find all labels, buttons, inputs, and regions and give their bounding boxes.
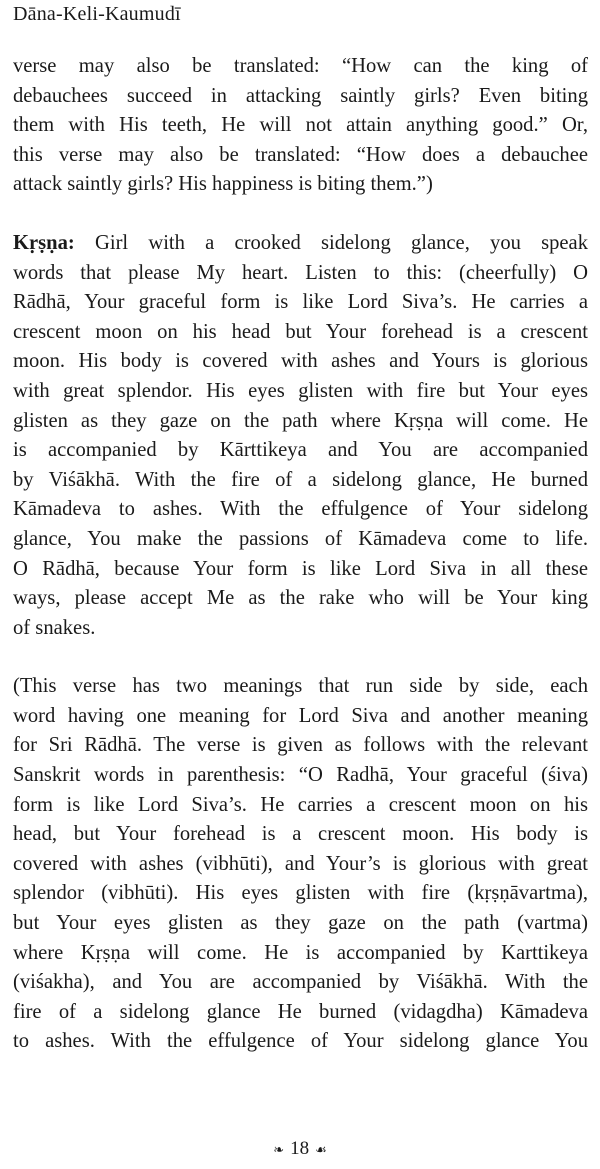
text-line-with-speaker bbox=[13, 229, 588, 259]
ornament-right-icon: ☙ bbox=[315, 1141, 327, 1157]
page-footer bbox=[0, 1138, 600, 1160]
text-line: splendor (vibhūti). His eyes glisten with fire (kṛṣṇāvartma), bbox=[13, 882, 588, 905]
paragraph-gap bbox=[13, 200, 588, 229]
text-line: Rādhā, Your graceful form is like Lord Siva’s. He carries a bbox=[13, 291, 588, 314]
speaker-label: Kṛṣṇa: bbox=[13, 231, 75, 254]
speaker-line-text: Girl with a crooked sidelong glance, you speak bbox=[74, 231, 588, 254]
paragraph-1 bbox=[13, 52, 588, 200]
paragraph-2 bbox=[13, 229, 588, 643]
text-line: fire of a sidelong glance He burned (vidagdha) Kāmadeva bbox=[13, 1000, 588, 1023]
text-line: Kāmadeva to ashes. With the effulgence of Your sidelong bbox=[13, 498, 588, 521]
text-line: attack saintly girls? His happiness is biting them.”) bbox=[13, 173, 433, 196]
text-line: to ashes. With the effulgence of Your sidelong glance You bbox=[13, 1030, 588, 1053]
page-number: 18 bbox=[290, 1138, 310, 1159]
text-line: where Kṛṣṇa will come. He is accompanied by Karttikeya bbox=[13, 941, 588, 964]
text-line: ways, please accept Me as the rake who will be Your king bbox=[13, 587, 588, 610]
text-line: form is like Lord Siva’s. He carries a crescent moon on his bbox=[13, 793, 588, 816]
text-line: them with His teeth, He will not attain anything good.” Or, bbox=[13, 114, 588, 137]
text-line: covered with ashes (vibhūti), and Your’s is glorious with great bbox=[13, 852, 588, 875]
text-line: (This verse has two meanings that run side by side, each bbox=[13, 675, 588, 698]
text-line: glisten as they gaze on the path where Kṛṣṇa will come. He bbox=[13, 409, 588, 432]
paragraph-gap bbox=[13, 643, 588, 672]
text-line: O Rādhā, because Your form is like Lord Siva in all these bbox=[13, 557, 588, 580]
text-line: but Your eyes glisten as they gaze on the path (vartma) bbox=[13, 912, 588, 935]
text-line: for Sri Rādhā. The verse is given as follows with the relevant bbox=[13, 734, 588, 757]
running-head: Dāna-Keli-Kaumudī bbox=[13, 3, 181, 25]
text-line: word having one meaning for Lord Siva and another meaning bbox=[13, 704, 588, 727]
text-line: head, but Your forehead is a crescent moon. His body is bbox=[13, 823, 588, 846]
paragraph-3 bbox=[13, 672, 588, 1057]
text-line: this verse may also be translated: “How does a debauchee bbox=[13, 143, 588, 166]
text-line: words that please My heart. Listen to this: (cheerfully) O bbox=[13, 261, 588, 284]
ornament-left-icon: ❧ bbox=[273, 1141, 285, 1157]
text-line: glance, You make the passions of Kāmadeva come to life. bbox=[13, 527, 588, 550]
text-line: Sanskrit words in parenthesis: “O Radhā, Your graceful (śiva) bbox=[13, 764, 588, 787]
text-line: is accompanied by Kārttikeya and You are accompanied bbox=[13, 439, 588, 462]
text-line: moon. His body is covered with ashes and Yours is glorious bbox=[13, 350, 588, 373]
text-line: with great splendor. His eyes glisten with fire but Your eyes bbox=[13, 379, 588, 402]
text-line: of snakes. bbox=[13, 616, 96, 639]
body-text bbox=[13, 52, 588, 1057]
text-line: debauchees succeed in attacking saintly girls? Even biting bbox=[13, 84, 588, 107]
text-line: (viśakha), and You are accompanied by Viśākhā. With the bbox=[13, 971, 588, 994]
text-line: verse may also be translated: “How can the king of bbox=[13, 55, 588, 77]
text-line: by Viśākhā. With the fire of a sidelong glance, He burned bbox=[13, 468, 588, 491]
text-line: crescent moon on his head but Your forehead is a crescent bbox=[13, 320, 588, 343]
